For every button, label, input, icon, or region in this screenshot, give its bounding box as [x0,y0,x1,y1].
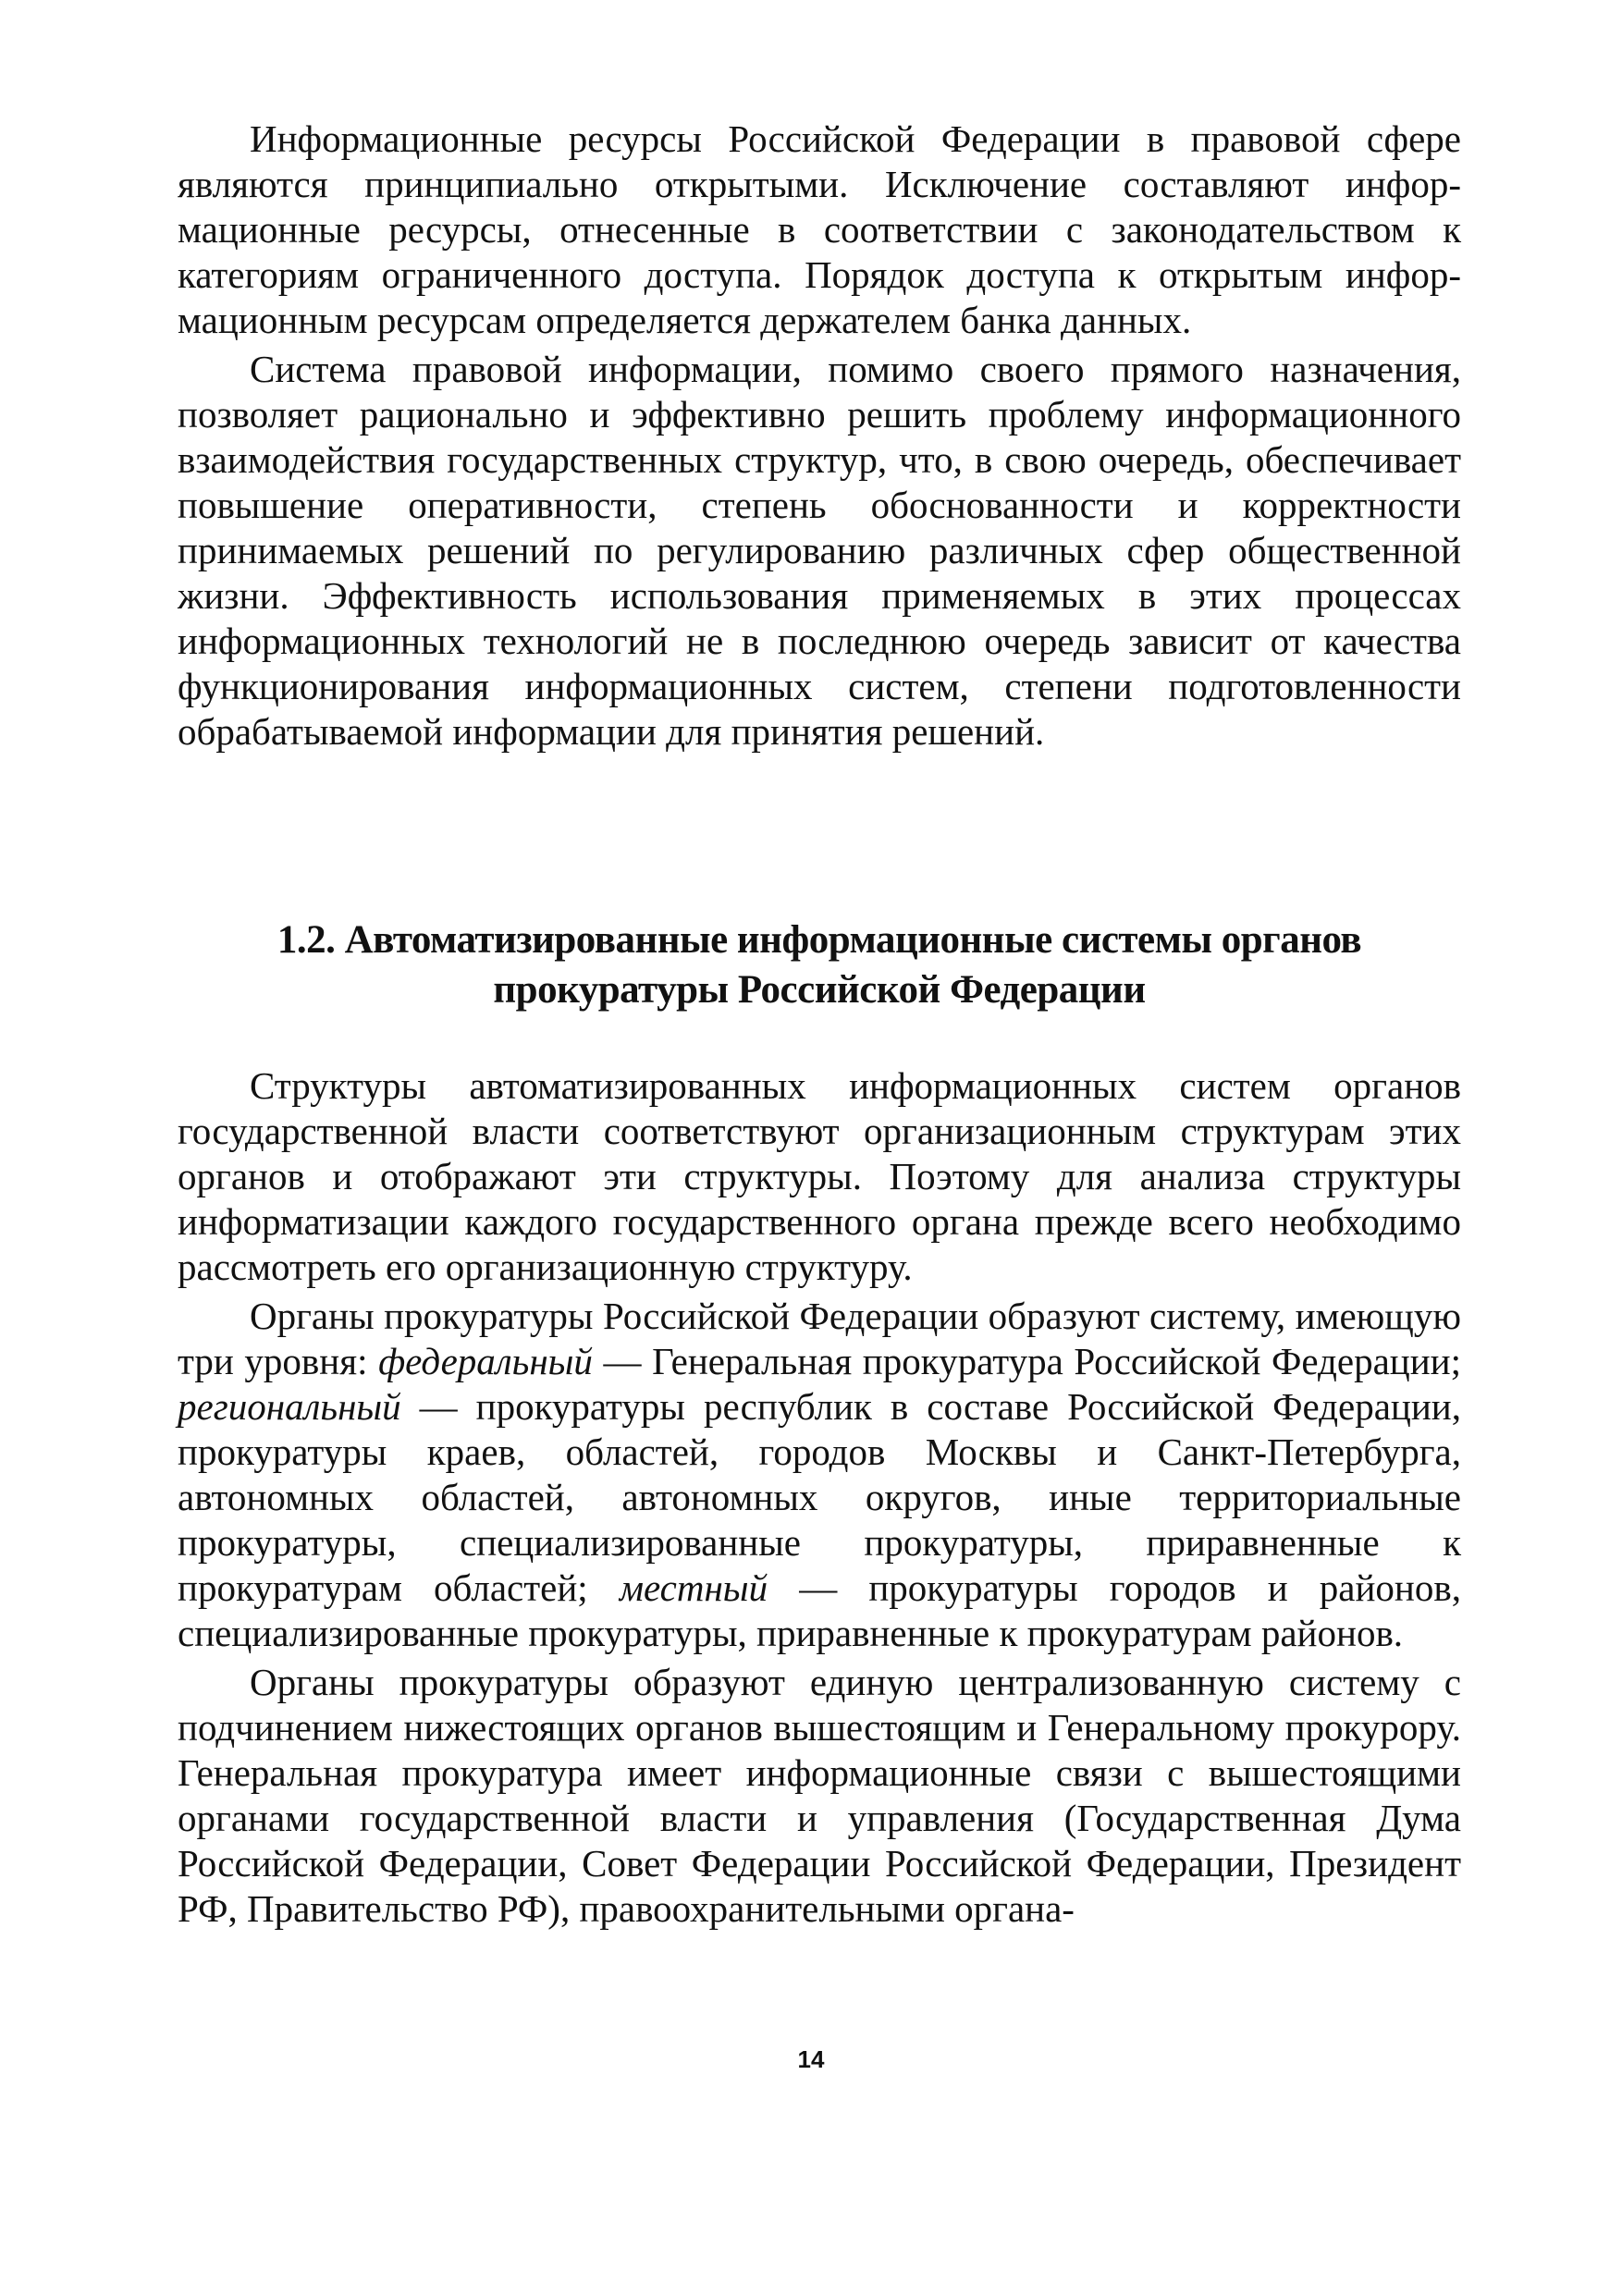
paragraph-legal-information-system: Система правовой информации, помимо своего прямого назначения, позволяет рационально и эффективно решить проблему информационного взаимодействия государственных структур, что, в свою очередь, обеспечивает повышение оперативности, степень обоснованности и корректности принимаемых решений по регулированию различных сфер общественной жизни. Эффективность использования применяемых в этих процессах информационных технологий не в последнюю очередь зависит от качества функционирования информационных систем, степени подготовленности обрабатываемой информации для принятия решений. [178,348,1461,753]
federal-description: — Генеральная прокуратура Российской Федерации; [592,1340,1461,1382]
section-heading-line-1: 1.2. Автоматизированные информационные системы органов [276,918,1362,962]
paragraph-information-resources: Информационные ресурсы Российской Федерации в правовой сфере являются принципиально открытыми. Исключение составляют информационные ресурсы, отнесенные в соответствии с законодательством к категориям ограниченного доступа. Порядок доступа к открытым информационным ресурсам определяется держателем банка данных. [178,117,1461,341]
local-description: — прокуратуры городов и районов, специализированные прокуратуры, приравненные к прокуратурам районов. [178,1566,1461,1654]
page-number: 14 [797,2045,825,2073]
regional-description: — прокуратуры республик в составе Российской Федерации, прокуратуры краев, областей, городов Москвы и Санкт-Петербурга, автономных областей, автономных округов, иные территориальные прокуратуры, специализированные прокуратуры, приравненные к прокуратурам областей; [178,1385,1461,1609]
section-heading-line-2: прокуратуры Российской Федерации [493,968,1146,1012]
term-regional: региональный [178,1385,401,1428]
term-federal: федеральный [378,1340,593,1382]
term-local: местный [619,1566,768,1609]
paragraph-prosecution-levels [178,1294,1461,1656]
paragraph-system-structures: Структуры автоматизированных информационных систем органов государственной власти соответствуют организационным структурам этих органов и отображают эти структуры. Поэтому для анализа структуры информатизации каждого государственного органа прежде всего необходимо рассмотреть его организационную структуру. [178,1064,1461,1288]
top-text-block [178,117,1461,755]
section-heading [178,915,1461,1015]
paragraph-centralized-system: Органы прокуратуры образуют единую централизованную систему с подчинением нижестоящих органов вышестоящим и Генеральному прокурору. Генеральная прокуратура имеет информационные связи с вышестоящими органами государственной власти и управления (Государственная Дума Российской Федерации, Совет Федерации Российской Федерации, Президент РФ, Правительство РФ), правоохранительными органа- [178,1661,1461,1930]
levels-intro-text: Органы прокуратуры Российской Федерации образуют систему, имеющую три уровня: [178,1295,1461,1382]
section-body [178,1063,1461,1932]
